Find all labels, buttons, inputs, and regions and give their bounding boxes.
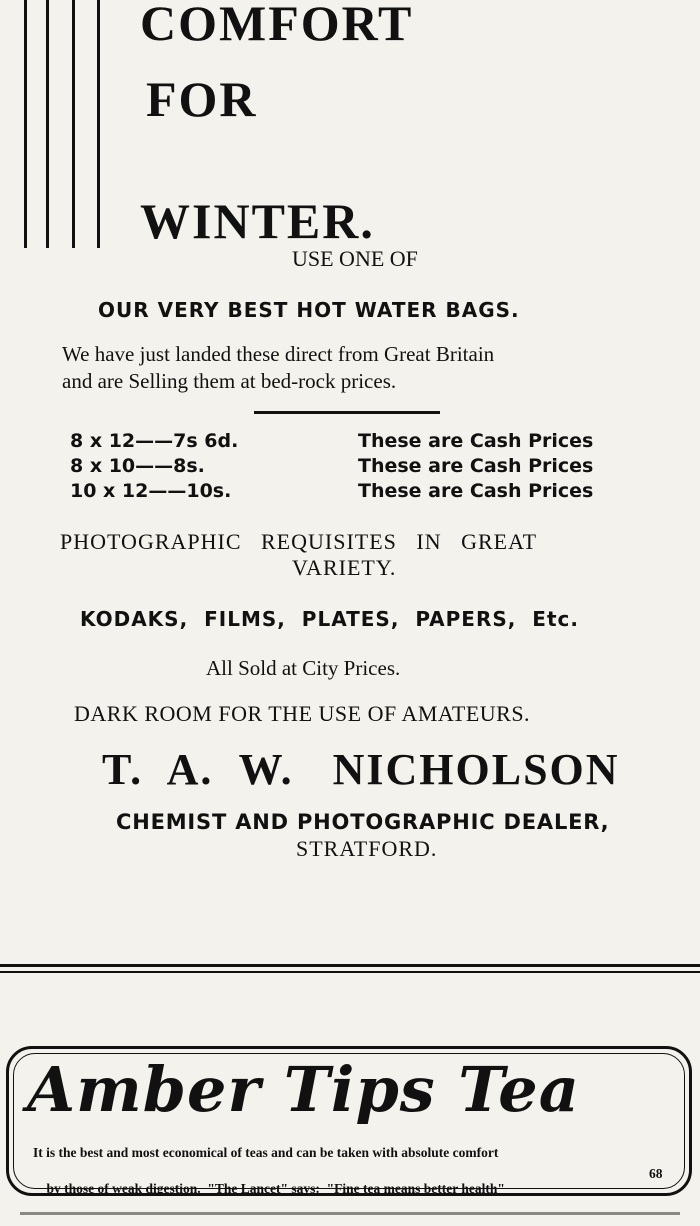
column-rule-2 bbox=[46, 0, 49, 248]
price-size: 8 x 12——7s 6d. bbox=[70, 430, 239, 452]
town: STRATFORD. bbox=[296, 836, 438, 861]
headline-winter: WINTER. bbox=[140, 193, 375, 249]
tea-body-text: by those of weak digestion. "The Lancet" says: "Fine tea means better health" bbox=[46, 1181, 505, 1196]
price-note: These are Cash Prices bbox=[358, 455, 594, 477]
price-row bbox=[70, 430, 630, 456]
column-rule-4 bbox=[97, 0, 100, 248]
tea-advert-banner bbox=[6, 1046, 692, 1196]
tea-body-line-2 bbox=[33, 1165, 505, 1213]
photographic-line-1: PHOTOGRAPHIC REQUISITES IN GREAT bbox=[60, 529, 538, 554]
divider bbox=[254, 411, 440, 414]
headline-comfort: COMFORT bbox=[140, 0, 414, 51]
column-rule-3 bbox=[72, 0, 75, 248]
column-rule-1 bbox=[24, 0, 27, 248]
kodaks-line: KODAKS, FILMS, PLATES, PAPERS, Etc. bbox=[80, 607, 579, 631]
tea-advert-number: 68 bbox=[649, 1166, 663, 1181]
headline-for: FOR bbox=[146, 71, 258, 127]
price-note: These are Cash Prices bbox=[358, 430, 594, 452]
price-size: 10 x 12——10s. bbox=[70, 480, 232, 502]
merchant-name: T. A. W. NICHOLSON bbox=[102, 745, 620, 794]
bottom-edge bbox=[20, 1212, 680, 1215]
price-note: These are Cash Prices bbox=[358, 480, 594, 502]
product-heading: OUR VERY BEST HOT WATER BAGS. bbox=[98, 298, 520, 322]
price-row bbox=[70, 455, 630, 481]
intro-line-1: We have just landed these direct from Great Britain bbox=[62, 342, 495, 366]
use-one-of: USE ONE OF bbox=[292, 246, 418, 271]
tea-body-line-1: It is the best and most economical of teas and can be taken with absolute comfort bbox=[33, 1145, 499, 1160]
photographic-line-2: VARIETY. bbox=[292, 555, 397, 580]
separator-rule-bottom bbox=[0, 971, 700, 973]
occupation: CHEMIST AND PHOTOGRAPHIC DEALER, bbox=[116, 810, 610, 834]
city-prices: All Sold at City Prices. bbox=[206, 656, 401, 680]
dark-room: DARK ROOM FOR THE USE OF AMATEURS. bbox=[74, 701, 531, 726]
tea-logo: Amber Tips Tea bbox=[27, 1053, 580, 1126]
price-size: 8 x 10——8s. bbox=[70, 455, 205, 477]
price-row bbox=[70, 480, 630, 506]
intro-line-2: and are Selling them at bed-rock prices. bbox=[62, 369, 397, 393]
separator-rule-top bbox=[0, 964, 700, 967]
